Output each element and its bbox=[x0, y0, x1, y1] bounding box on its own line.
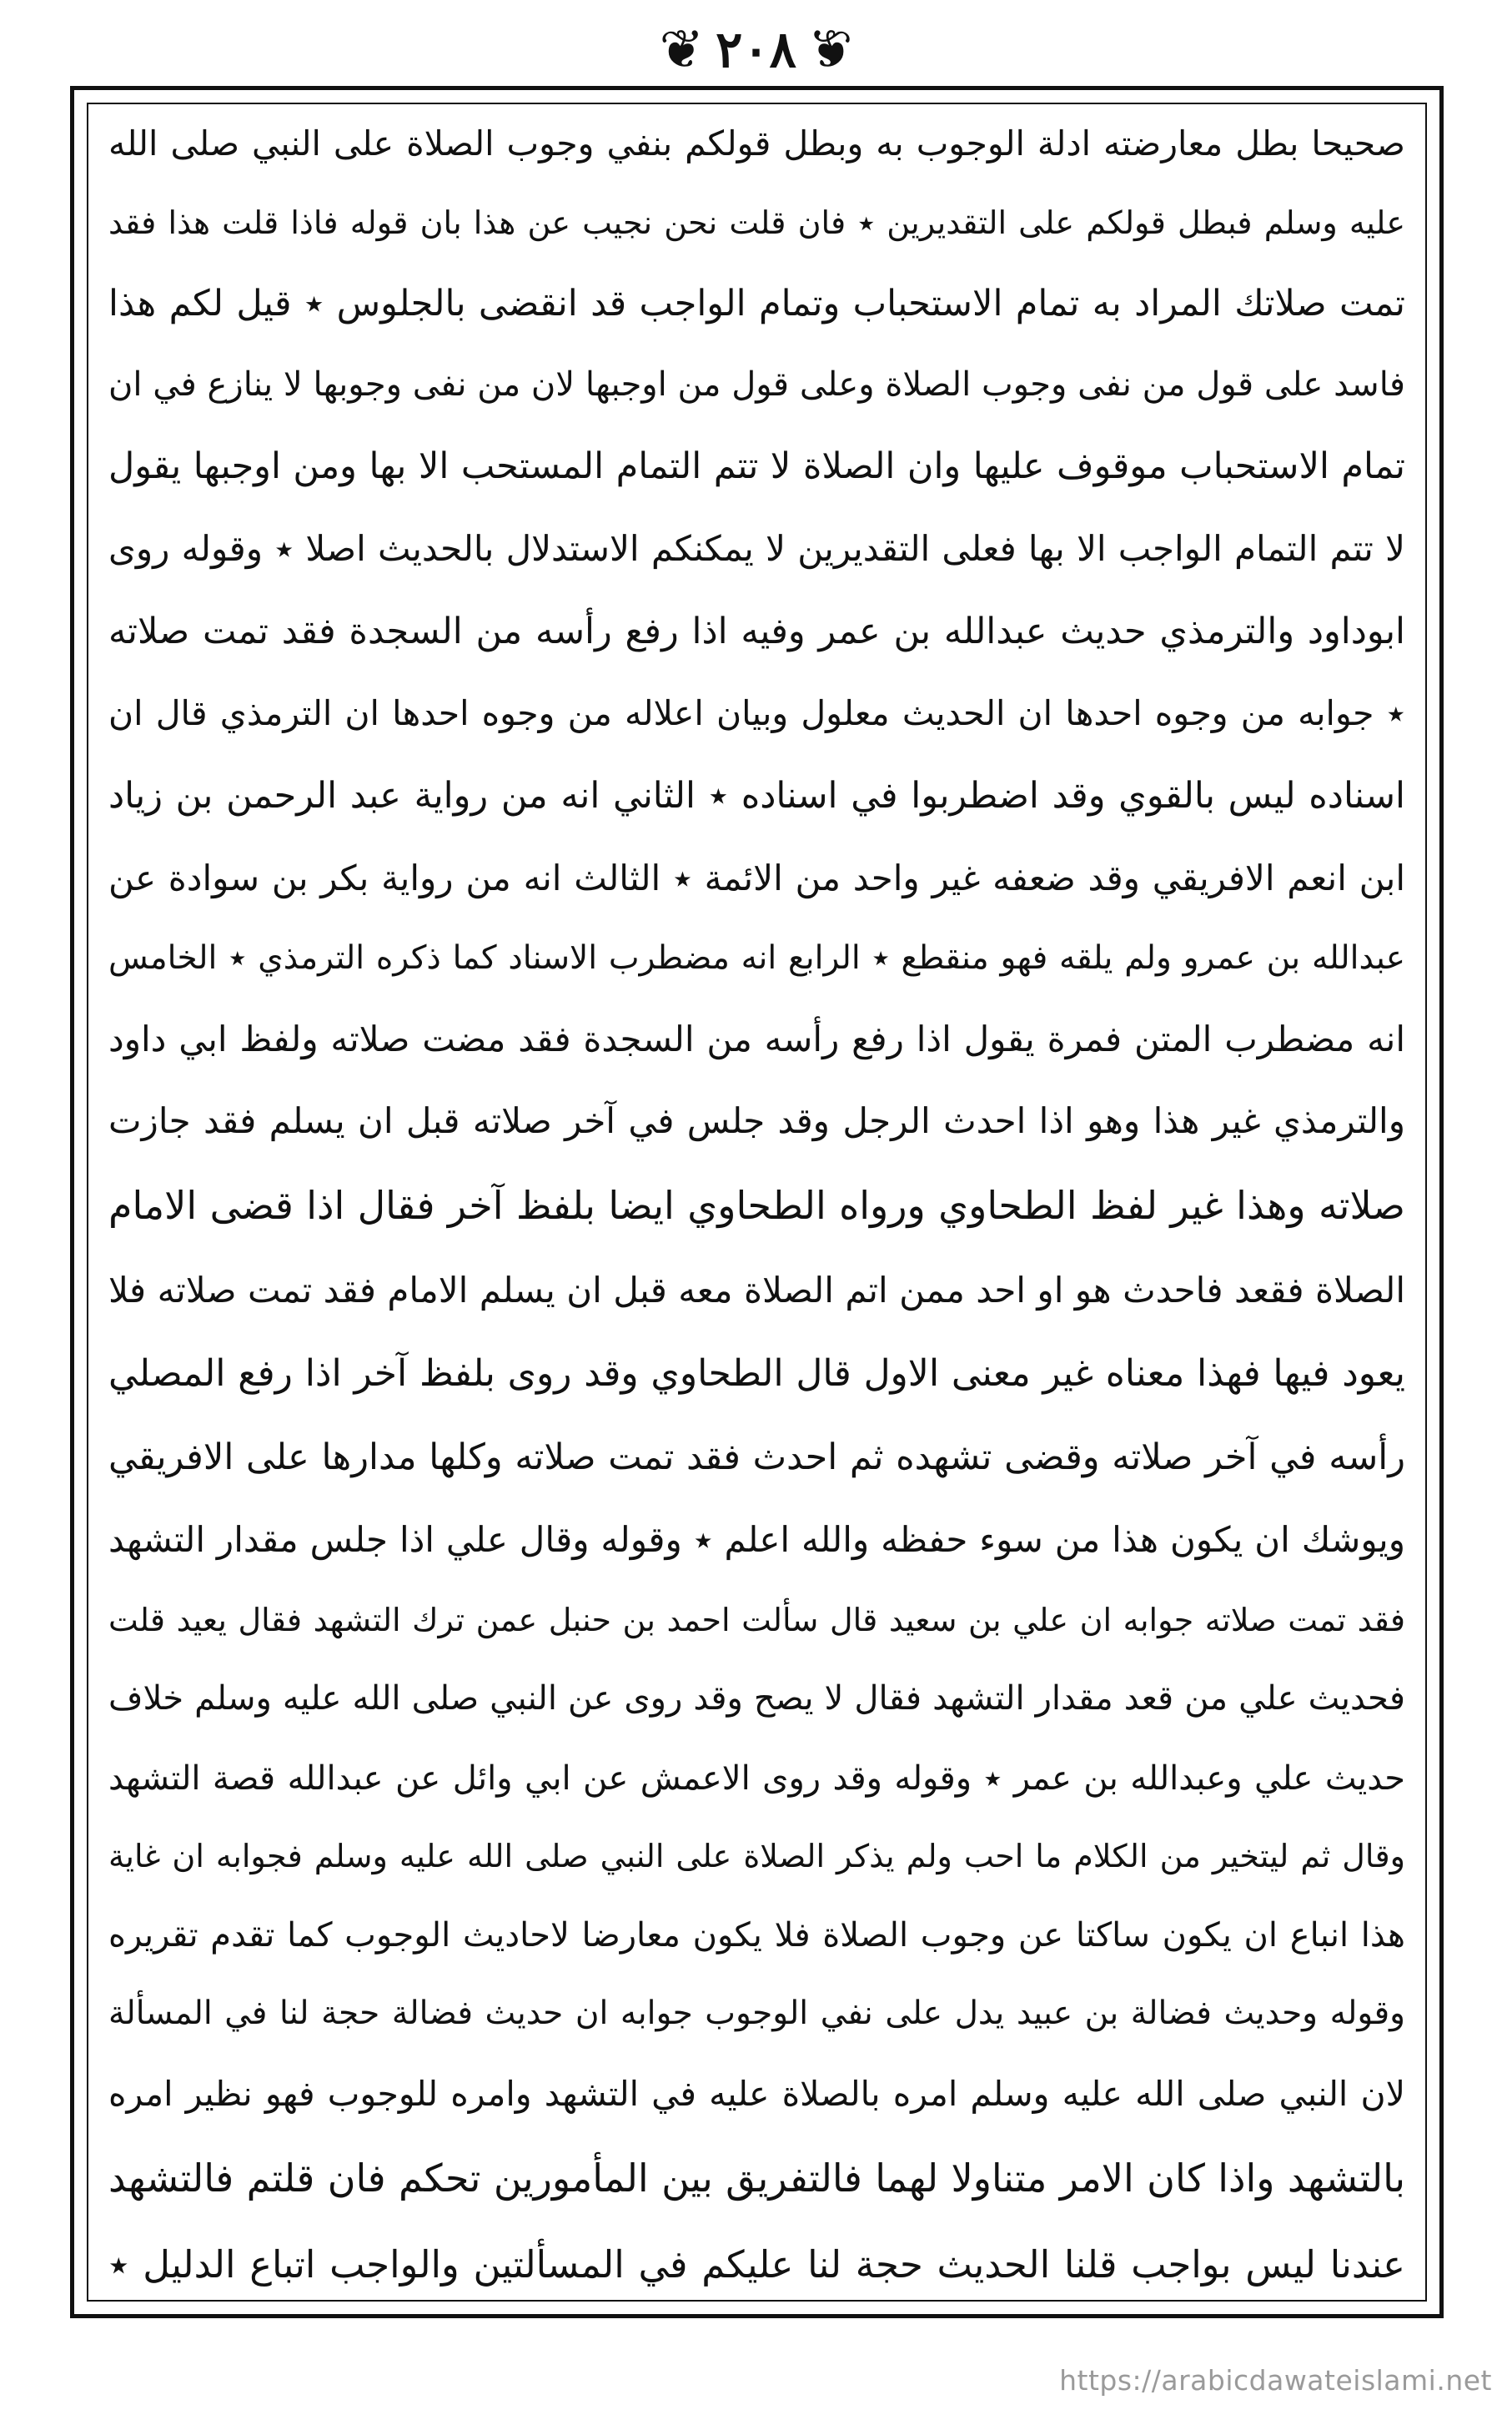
text-line: عبدالله بن عمرو ولم يلقه فهو منقطع ٭ الرابع انه مضطرب الاسناد كما ذكره الترمذي ٭ الخامس bbox=[108, 939, 1405, 978]
text-line: فاسد على قول من نفى وجوب الصلاة وعلى قول من اوجبها لان من نفى وجوبها لا ينازع في ان bbox=[108, 365, 1405, 405]
text-line: وقوله وحديث فضالة بن عبيد يدل على نفي الوجوب جوابه ان حديث فضالة حجة لنا في المسألة bbox=[108, 1995, 1405, 2033]
page-number: ٢٠٨ bbox=[716, 21, 796, 79]
text-line: هذا انباع ان يكون ساكتا عن وجوب الصلاة فلا يكون معارضا لاحاديث الوجوب كما تقدم تقريره bbox=[108, 1915, 1405, 1955]
text-line: عندنا ليس بواجب قلنا الحديث حجة لنا عليكم في المسألتين والواجب اتباع الدليل ٭ bbox=[108, 2241, 1405, 2287]
text-line: ابوداود والترمذي حديث عبدالله بن عمر وفيه اذا رفع رأسه من السجدة فقد تمت صلاته bbox=[108, 611, 1405, 653]
text-line: ابن انعم الافريقي وقد ضعفه غير واحد من الائمة ٭ الثالث انه من رواية بكر بن سوادة عن bbox=[108, 858, 1405, 899]
text-body bbox=[87, 103, 1427, 2302]
text-line: يعود فيها فهذا معناه غير معنى الاول قال الطحاوي وقد روى بلفظ آخر اذا رفع المصلي bbox=[108, 1352, 1405, 1395]
text-line: تمام الاستحباب موقوف عليها وان الصلاة لا تتم التمام المستحب الا بها ومن اوجبها يقول bbox=[108, 445, 1405, 487]
text-line: لا تتم التمام الواجب الا بها فعلى التقديرين لا يمكنكم الاستدلال بالحديث اصلا ٭ وقوله روى bbox=[108, 527, 1405, 569]
page-header bbox=[0, 8, 1512, 92]
text-line: حديث علي وعبدالله بن عمر ٭ وقوله وقد روى الاعمش عن ابي وائل عن عبدالله قصة التشهد bbox=[108, 1758, 1405, 1798]
text-line: صلاته وهذا غير لفظ الطحاوي ورواه الطحاوي ايضا بلفظ آخر فقال اذا قضى الامام bbox=[108, 1183, 1405, 1229]
text-line: فقد تمت صلاته جوابه ان علي بن سعيد قال سألت احمد بن حنبل عمن ترك التشهد فقال يعيد قلت bbox=[108, 1601, 1405, 1638]
text-line: تمت صلاتك المراد به تمام الاستحباب وتمام الواجب قد انقضى بالجلوس ٭ قيل لكم هذا bbox=[108, 282, 1405, 325]
text-line: بالتشهد واذا كان الامر متناولا لهما فالتفريق بين المأمورين تحكم فان قلتم فالتشهد bbox=[108, 2155, 1405, 2201]
text-line: والترمذي غير هذا وهو اذا احدث الرجل وقد جلس في آخر صلاته قبل ان يسلم فقد جازت bbox=[108, 1099, 1405, 1141]
text-line: رأسه في آخر صلاته وقضى تشهده ثم احدث فقد تمت صلاته وكلها مدارها على الافريقي bbox=[108, 1436, 1405, 1479]
page-number-ornament bbox=[660, 21, 853, 79]
text-line: الصلاة فقعد فاحدث هو او احد ممن اتم الصلاة معه قبل ان يسلم الامام فقد تمت صلاته فلا bbox=[108, 1269, 1405, 1311]
text-line: عليه وسلم فبطل قولكم على التقديرين ٭ فان قلت نحن نجيب عن هذا بان قوله فاذا قلت هذا فقد bbox=[108, 204, 1405, 241]
text-line: لان النبي صلى الله عليه وسلم امره بالصلاة عليه في التشهد وامره للوجوب فهو نظير امره bbox=[108, 2073, 1405, 2114]
text-line: صحيحا بطل معارضته ادلة الوجوب به وبطل قولكم بنفي وجوب الصلاة على النبي صلى الله bbox=[108, 123, 1405, 164]
text-line: انه مضطرب المتن فمرة يقول اذا رفع رأسه من السجدة فقد مضت صلاته ولفظ ابي داود bbox=[108, 1018, 1405, 1059]
text-line: اسناده ليس بالقوي وقد اضطربوا في اسناده ٭ الثاني انه من رواية عبد الرحمن بن زياد bbox=[108, 775, 1405, 818]
text-line: ويوشك ان يكون هذا من سوء حفظه والله اعلم ٭ وقوله وقال علي اذا جلس مقدار التشهد bbox=[108, 1519, 1405, 1561]
watermark-url: https://arabicdawateislami.net bbox=[1059, 2364, 1492, 2397]
ornament-left-icon: ❦ bbox=[659, 19, 705, 81]
text-line: ٭ جوابه من وجوه احدها ان الحديث معلول وبيان اعلاله من وجوه احدها ان الترمذي قال ان bbox=[108, 693, 1405, 734]
ornament-right-icon: ❦ bbox=[807, 19, 853, 81]
text-line: وقال ثم ليتخير من الكلام ما احب ولم يذكر الصلاة على النبي صلى الله عليه وسلم فجوابه ان غاية bbox=[108, 1838, 1405, 1875]
text-line: فحديث علي من قعد مقدار التشهد فقال لا يصح وقد روى عن النبي صلى الله عليه وسلم خلاف bbox=[108, 1679, 1405, 1718]
